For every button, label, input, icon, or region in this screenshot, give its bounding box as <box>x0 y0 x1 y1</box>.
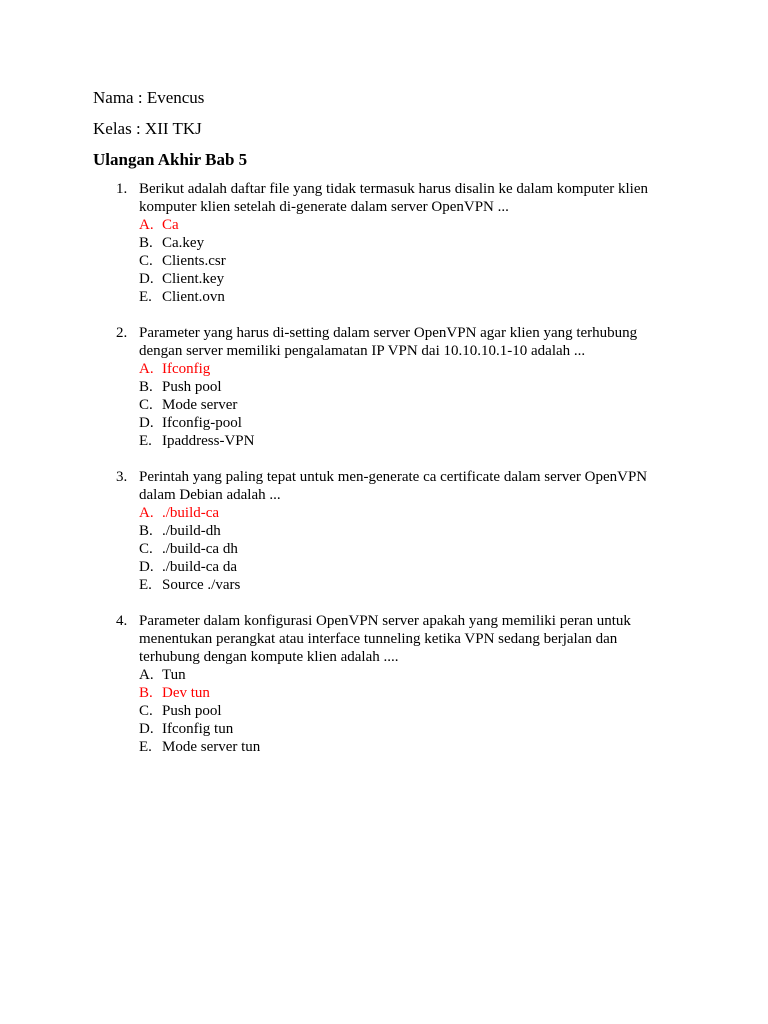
answer-option <box>0 738 768 756</box>
option-letter: B. <box>139 235 153 251</box>
answer-option <box>0 522 768 540</box>
option-text: Ipaddress-VPN <box>162 433 255 449</box>
question-item <box>0 468 768 594</box>
answer-options <box>0 666 768 756</box>
option-letter: D. <box>139 721 154 737</box>
option-text: Tun <box>162 667 186 683</box>
option-text: ./build-ca da <box>162 559 237 575</box>
option-text: Client.ovn <box>162 289 225 305</box>
option-text: Dev tun <box>162 685 210 701</box>
exam-title: Ulangan Akhir Bab 5 <box>93 150 248 169</box>
option-letter: C. <box>139 541 153 557</box>
answer-option <box>0 414 768 432</box>
option-text: Client.key <box>162 271 225 287</box>
option-text: Mode server <box>162 397 238 413</box>
answer-option-correct <box>0 684 768 702</box>
answer-option <box>0 396 768 414</box>
answer-option <box>0 252 768 270</box>
answer-option <box>0 558 768 576</box>
answer-options <box>0 360 768 450</box>
option-letter: E. <box>139 289 152 305</box>
question-text: Parameter yang harus di-setting dalam server OpenVPN agar klien yang terhubung dengan server memiliki pengalamatan IP VPN dai 10.10.10.1-10 adalah ... <box>139 325 638 359</box>
answer-option <box>0 702 768 720</box>
answer-options <box>0 216 768 306</box>
option-text: Push pool <box>162 703 222 719</box>
option-letter: B. <box>139 523 153 539</box>
option-text: ./build-dh <box>162 523 221 539</box>
answer-options <box>0 504 768 594</box>
option-letter: E. <box>139 577 152 593</box>
option-letter: A. <box>139 217 154 233</box>
answer-option <box>0 540 768 558</box>
option-letter: D. <box>139 271 154 287</box>
answer-option <box>0 666 768 684</box>
option-letter: A. <box>139 361 154 377</box>
answer-option <box>0 234 768 252</box>
question-number: 4. <box>116 613 128 629</box>
option-text: Ifconfig tun <box>162 721 234 737</box>
question-item <box>0 324 768 450</box>
option-letter: C. <box>139 703 153 719</box>
option-text: ./build-ca <box>162 505 220 521</box>
question-item <box>0 180 768 306</box>
student-name: Nama : Evencus <box>93 88 205 107</box>
answer-option <box>0 432 768 450</box>
option-letter: E. <box>139 433 152 449</box>
option-text: Ca <box>162 217 179 233</box>
option-text: Mode server tun <box>162 739 261 755</box>
answer-option-correct <box>0 216 768 234</box>
answer-option-correct <box>0 360 768 378</box>
question-number: 3. <box>116 469 128 485</box>
question-text: Perintah yang paling tepat untuk men-generate ca certificate dalam server OpenVPN dalam Debian adalah ... <box>139 469 648 503</box>
option-letter: D. <box>139 415 154 431</box>
option-letter: C. <box>139 253 153 269</box>
question-text: Parameter dalam konfigurasi OpenVPN server apakah yang memiliki peran untuk menentukan perangkat atau interface tunneling ketika VPN sedang berjalan dan terhubung dengan kompute klien adalah .... <box>139 613 631 665</box>
option-text: ./build-ca dh <box>162 541 238 557</box>
option-text: Ifconfig <box>162 361 211 377</box>
option-text: Ifconfig-pool <box>162 415 242 431</box>
question-text: Berikut adalah daftar file yang tidak termasuk harus disalin ke dalam komputer klien komputer klien setelah di-generate dalam server OpenVPN ... <box>139 181 649 215</box>
answer-option <box>0 378 768 396</box>
option-text: Ca.key <box>162 235 205 251</box>
question-item <box>0 612 768 756</box>
question-list <box>0 180 768 774</box>
option-letter: E. <box>139 739 152 755</box>
question-number: 1. <box>116 181 128 197</box>
answer-option <box>0 288 768 306</box>
option-text: Clients.csr <box>162 253 226 269</box>
question-number: 2. <box>116 325 128 341</box>
answer-option <box>0 720 768 738</box>
option-letter: C. <box>139 397 153 413</box>
answer-option <box>0 576 768 594</box>
answer-option-correct <box>0 504 768 522</box>
option-letter: D. <box>139 559 154 575</box>
option-text: Source ./vars <box>162 577 241 593</box>
student-class: Kelas : XII TKJ <box>93 119 202 138</box>
option-letter: B. <box>139 685 153 701</box>
option-text: Push pool <box>162 379 222 395</box>
option-letter: A. <box>139 667 154 683</box>
answer-option <box>0 270 768 288</box>
option-letter: B. <box>139 379 153 395</box>
option-letter: A. <box>139 505 154 521</box>
